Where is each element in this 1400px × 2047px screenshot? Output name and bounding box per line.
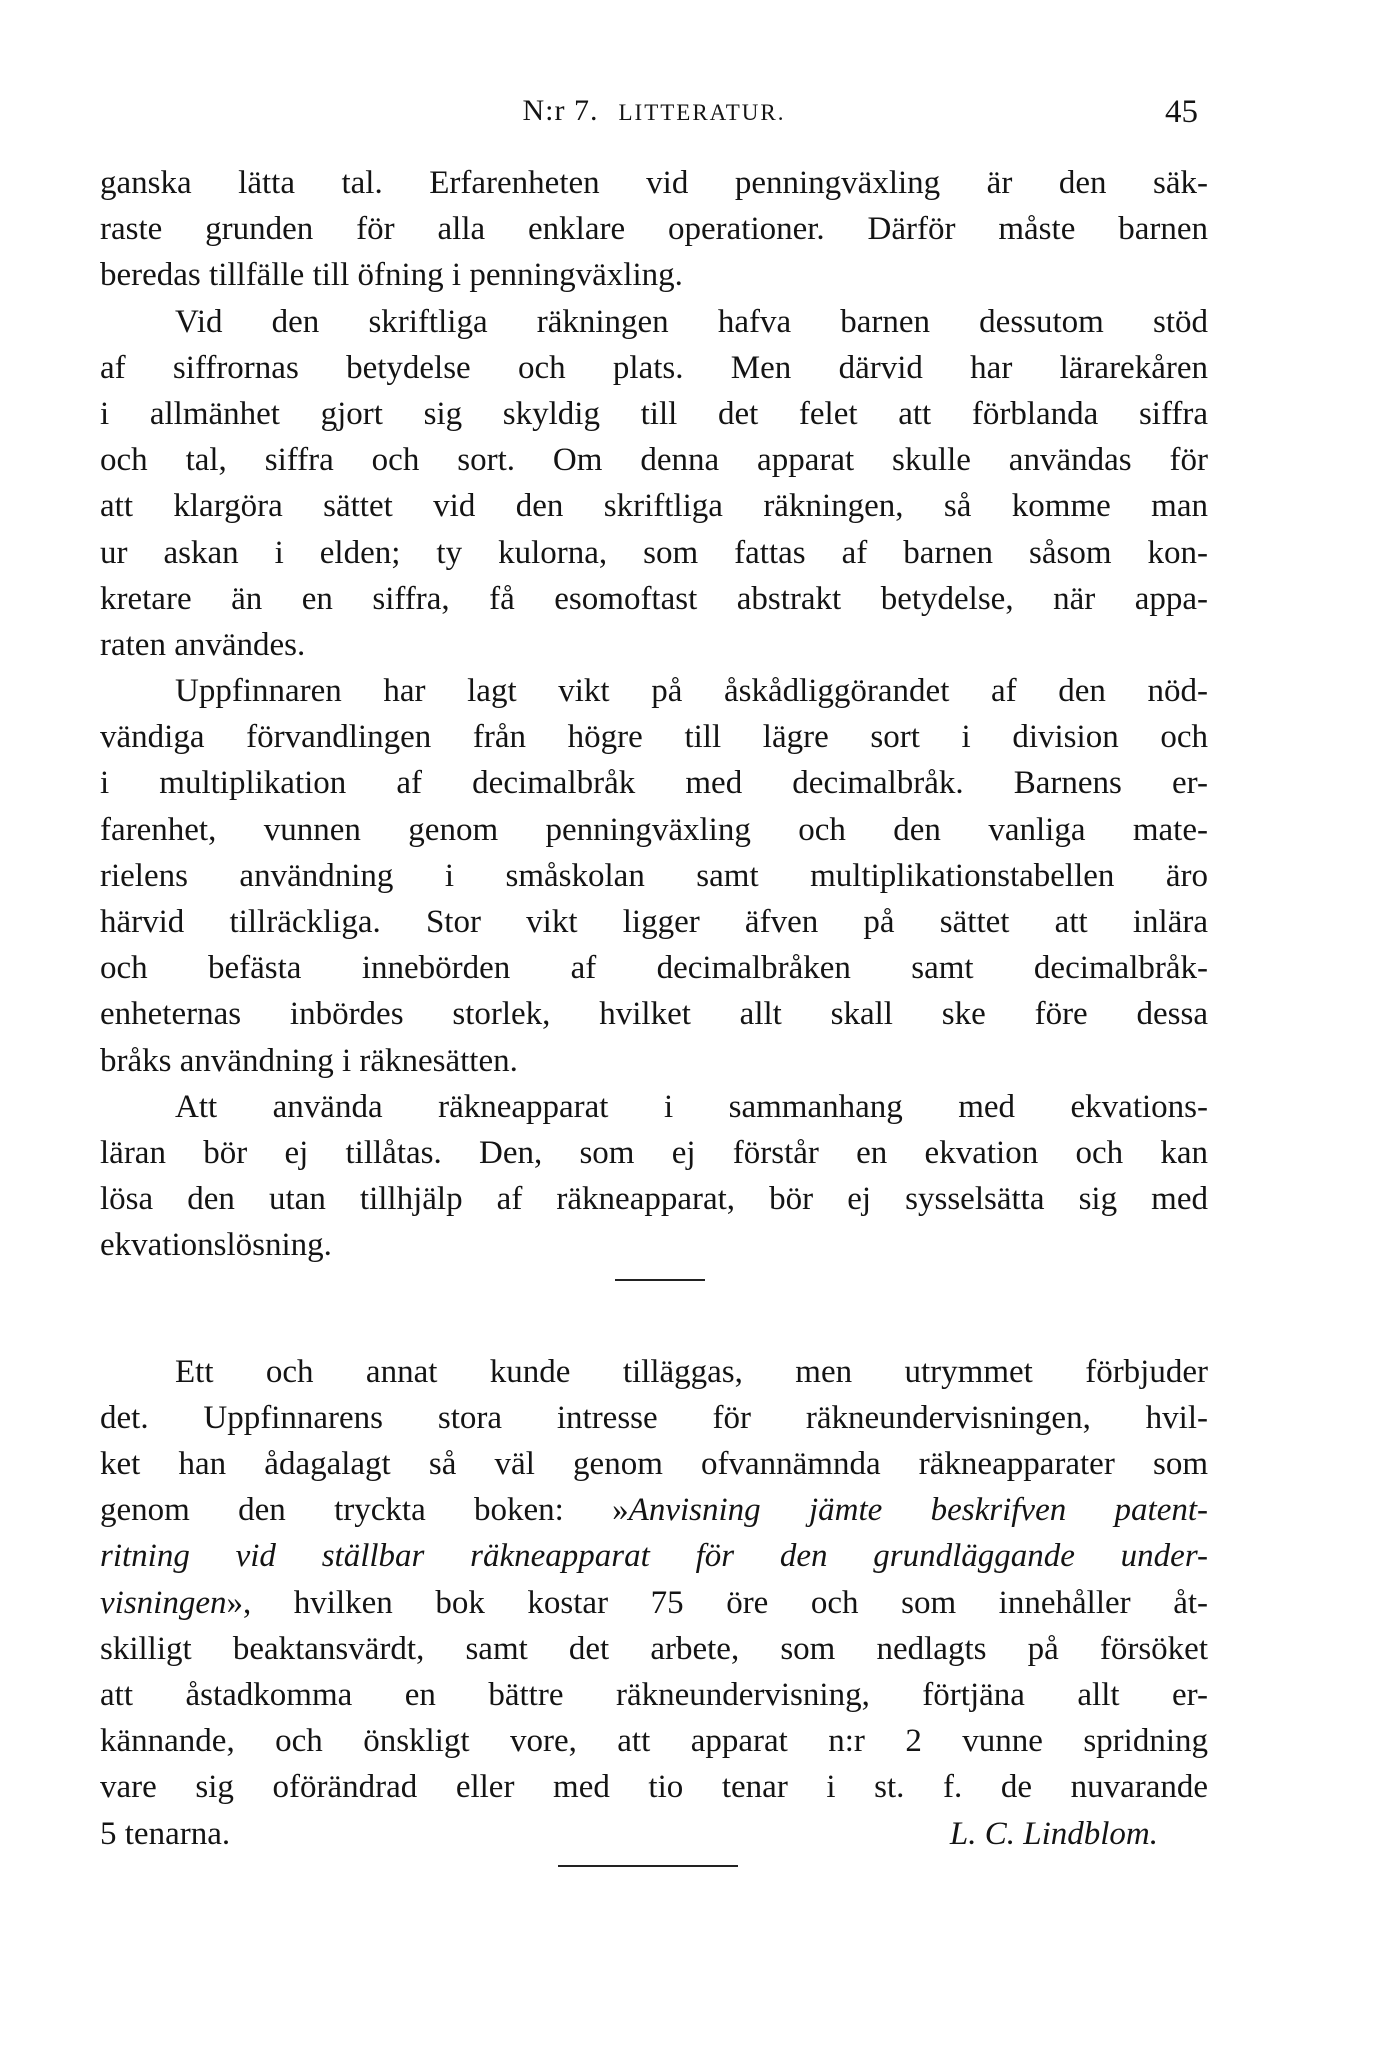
text-line: farenhet, vunnen genom penningväxling och den vanliga mate- xyxy=(100,811,1208,848)
paragraph xyxy=(100,160,1208,299)
text-line: rielens användning i småskolan samt multiplikationstabellen äro xyxy=(100,857,1208,894)
text-line: och befästa innebörden af decimalbråken samt decimalbråk- xyxy=(100,950,1208,987)
text-line: det. Uppfinnarens stora intresse för räkneundervisningen, hvil- xyxy=(100,1399,1208,1436)
section-divider xyxy=(100,1269,1208,1315)
text-line: ket han ådagalagt så väl genom ofvannämnda räkneapparater som xyxy=(100,1446,1208,1483)
section-title: LITTERATUR. xyxy=(618,100,786,125)
text-line: skilligt beaktansvärdt, samt det arbete, som nedlagts på försöket xyxy=(100,1630,1208,1667)
text-line: att klargöra sättet vid den skriftliga räkningen, så komme man xyxy=(100,488,1208,525)
text-line: i allmänhet gjort sig skyldig till det felet att förblanda siffra xyxy=(100,395,1208,432)
page-number: 45 xyxy=(1165,94,1198,130)
text-line: Vid den skriftliga räkningen hafva barnen dessutom stöd xyxy=(175,303,1208,340)
text-line: Att använda räkneapparat i sammanhang med ekvations- xyxy=(175,1088,1208,1125)
running-head xyxy=(100,94,1208,134)
text-line xyxy=(100,1533,1208,1579)
issue-label: N:r 7. xyxy=(522,94,599,127)
closing-line xyxy=(100,1811,1208,1857)
text-line xyxy=(100,1580,1208,1626)
text-line: vändiga förvandlingen från högre till lägre sort i division och xyxy=(100,719,1208,756)
paragraph xyxy=(100,299,1208,669)
text-line: lösa den utan tillhjälp af räkneapparat, bör ej sysselsätta sig med xyxy=(100,1181,1208,1218)
text-line: ekvationslösning. xyxy=(100,1227,332,1264)
text-run: genom den tryckta boken: » xyxy=(100,1492,629,1529)
text-line: kretare än en siffra, få esomoftast abstrakt betydelse, när appa- xyxy=(100,580,1208,617)
text-line: Ett och annat kunde tilläggas, men utrymmet förbjuder xyxy=(175,1353,1208,1390)
divider-rule xyxy=(615,1279,705,1281)
text-line: att åstadkomma en bättre räkneundervisning, förtjäna allt er- xyxy=(100,1677,1208,1713)
text-line: raten användes. xyxy=(100,626,306,663)
end-rule xyxy=(558,1865,738,1867)
text-line: ur askan i elden; ty kulorna, som fattas af barnen såsom kon- xyxy=(100,534,1208,571)
book-title-part: ritning vid ställbar räkneapparat för den grundläggande under- xyxy=(100,1538,1208,1575)
text-line: raste grunden för alla enklare operationer. Därför måste barnen xyxy=(100,211,1208,248)
body-text xyxy=(100,160,1208,1857)
text-line: i multiplikation af decimalbråk med decimalbråk. Barnens er- xyxy=(100,765,1208,802)
text-line: läran bör ej tillåtas. Den, som ej förstår en ekvation och kan xyxy=(100,1134,1208,1171)
book-title-part: Anvisning jämte beskrifven patent- xyxy=(628,1492,1208,1529)
paragraph xyxy=(100,1084,1208,1269)
text-line: beredas tillfälle till öfning i penningväxling. xyxy=(100,257,683,294)
text-line: Uppfinnaren har lagt vikt på åskådliggörandet af den nöd- xyxy=(175,673,1208,710)
text-line: kännande, och önskligt vore, att apparat n:r 2 vunne spridning xyxy=(100,1723,1208,1760)
text-line xyxy=(100,1487,1208,1533)
text-line: härvid tillräckliga. Stor vikt ligger äfven på sättet att inlära xyxy=(100,904,1208,940)
text-line: bråks användning i räknesätten. xyxy=(100,1042,518,1079)
paragraph xyxy=(100,668,1208,1084)
text-run: », hvilken bok kostar 75 öre och som innehåller åt- xyxy=(226,1584,1208,1621)
text-line: och tal, siffra och sort. Om denna apparat skulle användas för xyxy=(100,442,1208,479)
book-title-part: visningen xyxy=(100,1584,227,1621)
running-head-center xyxy=(100,94,1208,128)
author-signature: L. C. Lindblom. xyxy=(949,1815,1158,1852)
text-line: vare sig oförändrad eller med tio tenar i st. f. de nuvarande xyxy=(100,1769,1208,1806)
paragraph xyxy=(100,1349,1208,1857)
text-line: enheternas inbördes storlek, hvilket allt skall ske före dessa xyxy=(100,996,1208,1033)
text-line: af siffrornas betydelse och plats. Men därvid har lärarekåren xyxy=(100,349,1208,386)
text-line: ganska lätta tal. Erfarenheten vid penningväxling är den säk- xyxy=(100,165,1208,201)
text-line: 5 tenarna. xyxy=(100,1815,231,1852)
